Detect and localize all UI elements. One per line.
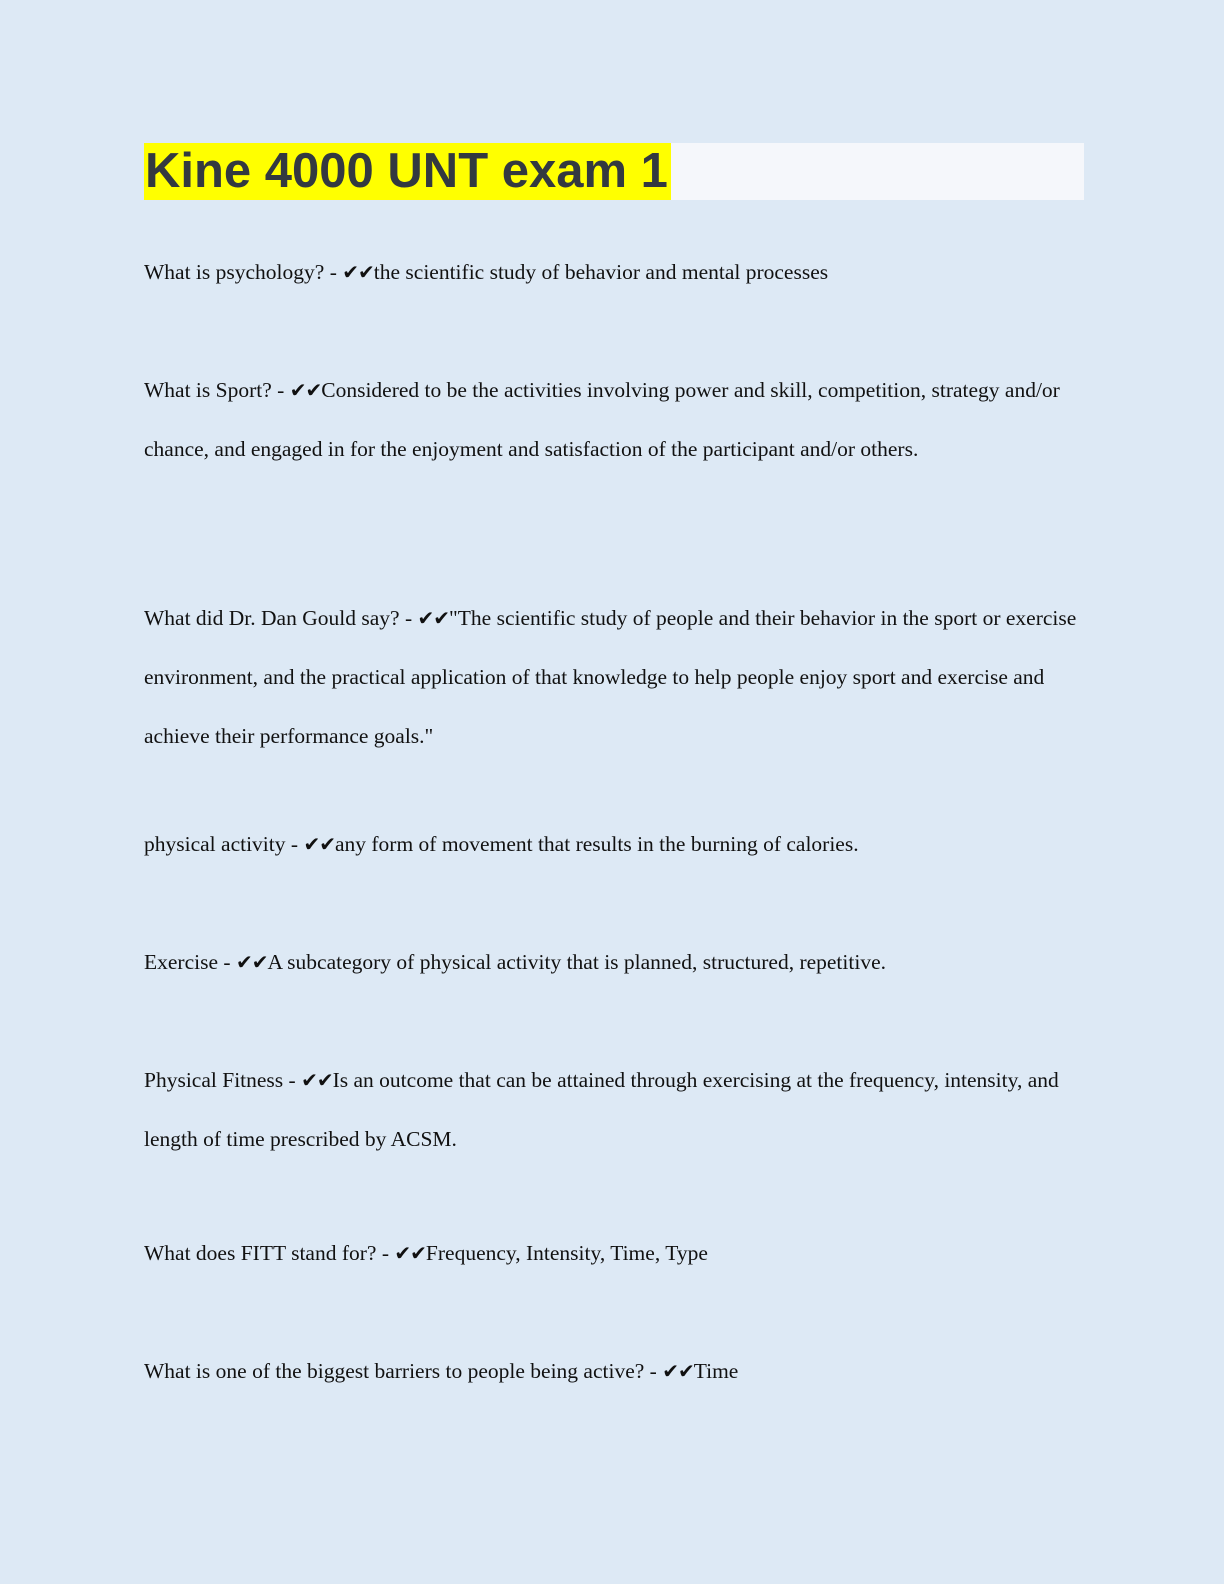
separator: - — [271, 378, 290, 402]
double-check-icon: ✔✔ — [303, 832, 335, 856]
answer-text: the scientific study of behavior and mental processes — [373, 260, 829, 284]
question-text: physical activity — [144, 832, 286, 856]
qa-item-fitt — [144, 1224, 1084, 1283]
qa-item-dan-gould — [144, 589, 1084, 766]
question-text: What is psychology? — [144, 260, 325, 284]
double-check-icon: ✔✔ — [301, 1068, 333, 1092]
double-check-icon: ✔✔ — [289, 378, 322, 402]
question-text: What does FITT stand for? — [144, 1241, 377, 1265]
separator: - — [376, 1241, 395, 1265]
double-check-icon: ✔✔ — [417, 606, 449, 630]
qa-item-sport — [144, 361, 1084, 479]
separator: - — [283, 1068, 302, 1092]
double-check-icon: ✔✔ — [235, 950, 268, 974]
question-text: What did Dr. Dan Gould say? — [144, 606, 400, 630]
answer-text: A subcategory of physical activity that is planned, structured, repetitive. — [267, 950, 886, 974]
question-text: What is one of the biggest barriers to people being active? — [144, 1359, 645, 1383]
separator: - — [399, 606, 418, 630]
question-text: Exercise — [144, 950, 219, 974]
double-check-icon: ✔✔ — [342, 260, 374, 284]
double-check-icon: ✔✔ — [662, 1359, 694, 1383]
separator: - — [324, 260, 343, 284]
question-text: What is Sport? — [144, 378, 272, 402]
answer-text: "The scientific study of people and their behavior in the sport or exercise environment, and the practical application of that knowledge to help people enjoy sport and exercise and achieve their performance goals." — [144, 606, 1077, 748]
question-text: Physical Fitness — [144, 1068, 284, 1092]
separator: - — [644, 1359, 663, 1383]
separator: - — [218, 950, 236, 974]
document-title: Kine 4000 UNT exam 1 — [144, 143, 671, 200]
separator: - — [285, 832, 304, 856]
qa-item-psychology — [144, 243, 1084, 302]
answer-text: Considered to be the activities involving power and skill, competition, strategy and/or chance, and engaged in for the enjoyment and satisfaction of the participant and/or others. — [144, 378, 1060, 461]
answer-text: Is an outcome that can be attained through exercising at the frequency, intensity, and length of time prescribed by ACSM. — [144, 1068, 1059, 1151]
answer-text: Time — [693, 1359, 739, 1383]
answer-text: any form of movement that results in the burning of calories. — [334, 832, 859, 856]
qa-item-barriers — [144, 1342, 1084, 1401]
qa-item-physical-activity — [144, 815, 1084, 874]
qa-item-physical-fitness — [144, 1051, 1084, 1169]
qa-item-exercise — [144, 933, 1084, 992]
answer-text: Frequency, Intensity, Time, Type — [425, 1241, 708, 1265]
double-check-icon: ✔✔ — [394, 1241, 426, 1265]
